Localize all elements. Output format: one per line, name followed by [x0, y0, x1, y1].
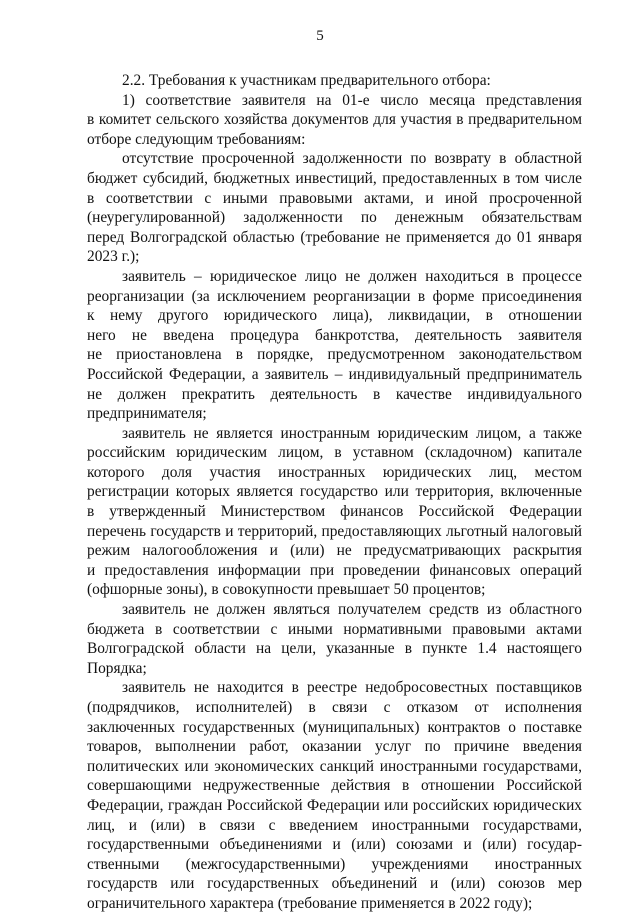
text-line: Порядка; [87, 659, 147, 677]
text-line: регистрации которых является государство или территория, включенные [87, 483, 582, 501]
text-line: перечень государств и территорий, предоставляющих льготный налоговый [87, 522, 582, 540]
text-line: заявитель не находится в реестре недобросовестных поставщиков [122, 679, 582, 697]
text-line: заявитель не является иностранным юридическим лицом, а также [122, 424, 582, 442]
paragraph [87, 424, 582, 600]
text-line: отборе следующим требованиям: [87, 130, 306, 148]
text-line: государств или государственных объединений и (или) союзов мер [87, 875, 582, 893]
text-line: него не введена процедура банкротства, деятельность заявителя [87, 326, 582, 344]
text-line: реорганизации (за исключением реорганизации в форме присоединения [87, 287, 582, 305]
text-line: к нему другого юридического лица), ликвидации, в отношении [87, 307, 582, 325]
text-line: в комитет сельского хозяйства документов для участия в предварительном [87, 111, 582, 129]
text-line: которого доля участия иностранных юридических лиц, местом [87, 463, 582, 481]
text-line: 2.2. Требования к участникам предварительного отбора: [122, 72, 491, 89]
text-line: перед Волгоградской областью (требование не применяется до 01 января [87, 228, 582, 246]
paragraph [87, 678, 582, 913]
text-line: Федерации, граждан Российской Федерации или российских юридических [87, 796, 582, 814]
text-line: не приостановлена в порядке, предусмотренном законодательством [87, 346, 582, 364]
paragraph [87, 71, 582, 91]
text-line: заявитель не должен являться получателем средств из областного [122, 601, 582, 619]
page-number: 5 [316, 28, 324, 44]
text-line: в соответствии с иными правовыми актами, и иной просроченной [87, 189, 582, 207]
text-line: товаров, выполнении работ, оказании услуг по причине введения [87, 738, 582, 756]
text-line: совершающими недружественные действия в отношении Российской [87, 777, 582, 795]
text-line: Волгоградской области на цели, указанные в пункте 1.4 настоящего [87, 640, 582, 658]
text-line: режим налогообложения и (или) не предусматривающих раскрытия [87, 542, 582, 560]
text-line: ограничительного характера (требование применяется в 2022 году); [87, 894, 533, 912]
text-line: Российской Федерации, а заявитель – индивидуальный предприниматель [87, 365, 582, 383]
text-line: российским юридическим лицом, в уставном (складочном) капитале [87, 444, 582, 462]
text-line: в утвержденный Министерством финансов Российской Федерации [87, 503, 582, 521]
text-line: политических или экономических санкций иностранными государствами, [87, 757, 582, 775]
text-line: бюджет субсидий, бюджетных инвестиций, предоставленных в том числе [87, 169, 582, 187]
paragraph [87, 267, 582, 424]
text-line: (неурегулированной) задолженности по денежным обязательствам [87, 209, 582, 227]
document-body [87, 71, 582, 914]
text-line: государственными объединениями и (или) союзами и (или) государ- [87, 836, 582, 854]
text-line: предпринимателя; [87, 405, 207, 423]
text-line: 2023 г.); [87, 248, 140, 266]
text-line: (подрядчиков, исполнителей) в связи с отказом от исполнения [87, 699, 582, 716]
text-line: лиц, и (или) в связи с введением иностранными государствами, [87, 816, 582, 834]
text-line: заключенных государственных (муниципальных) контрактов о поставке [87, 718, 582, 736]
paragraph [87, 600, 582, 678]
text-line: заявитель – юридическое лицо не должен находиться в процессе [122, 267, 582, 285]
text-line: 1) соответствие заявителя на 01-е число месяца представления [122, 91, 582, 109]
text-line: отсутствие просроченной задолженности по возврату в областной [122, 150, 582, 168]
paragraph [87, 149, 582, 267]
text-line: бюджета в соответствии с иными нормативными правовыми актами [87, 620, 582, 638]
paragraph [87, 91, 582, 150]
text-line: ственными (межгосударственными) учреждениями иностранных [87, 855, 582, 873]
text-line: (офшорные зоны), в совокупности превышает 50 процентов; [87, 581, 486, 599]
text-line: не должен прекратить деятельность в качестве индивидуального [87, 385, 582, 403]
text-line: и предоставления информации при проведении финансовых операций [87, 561, 582, 579]
